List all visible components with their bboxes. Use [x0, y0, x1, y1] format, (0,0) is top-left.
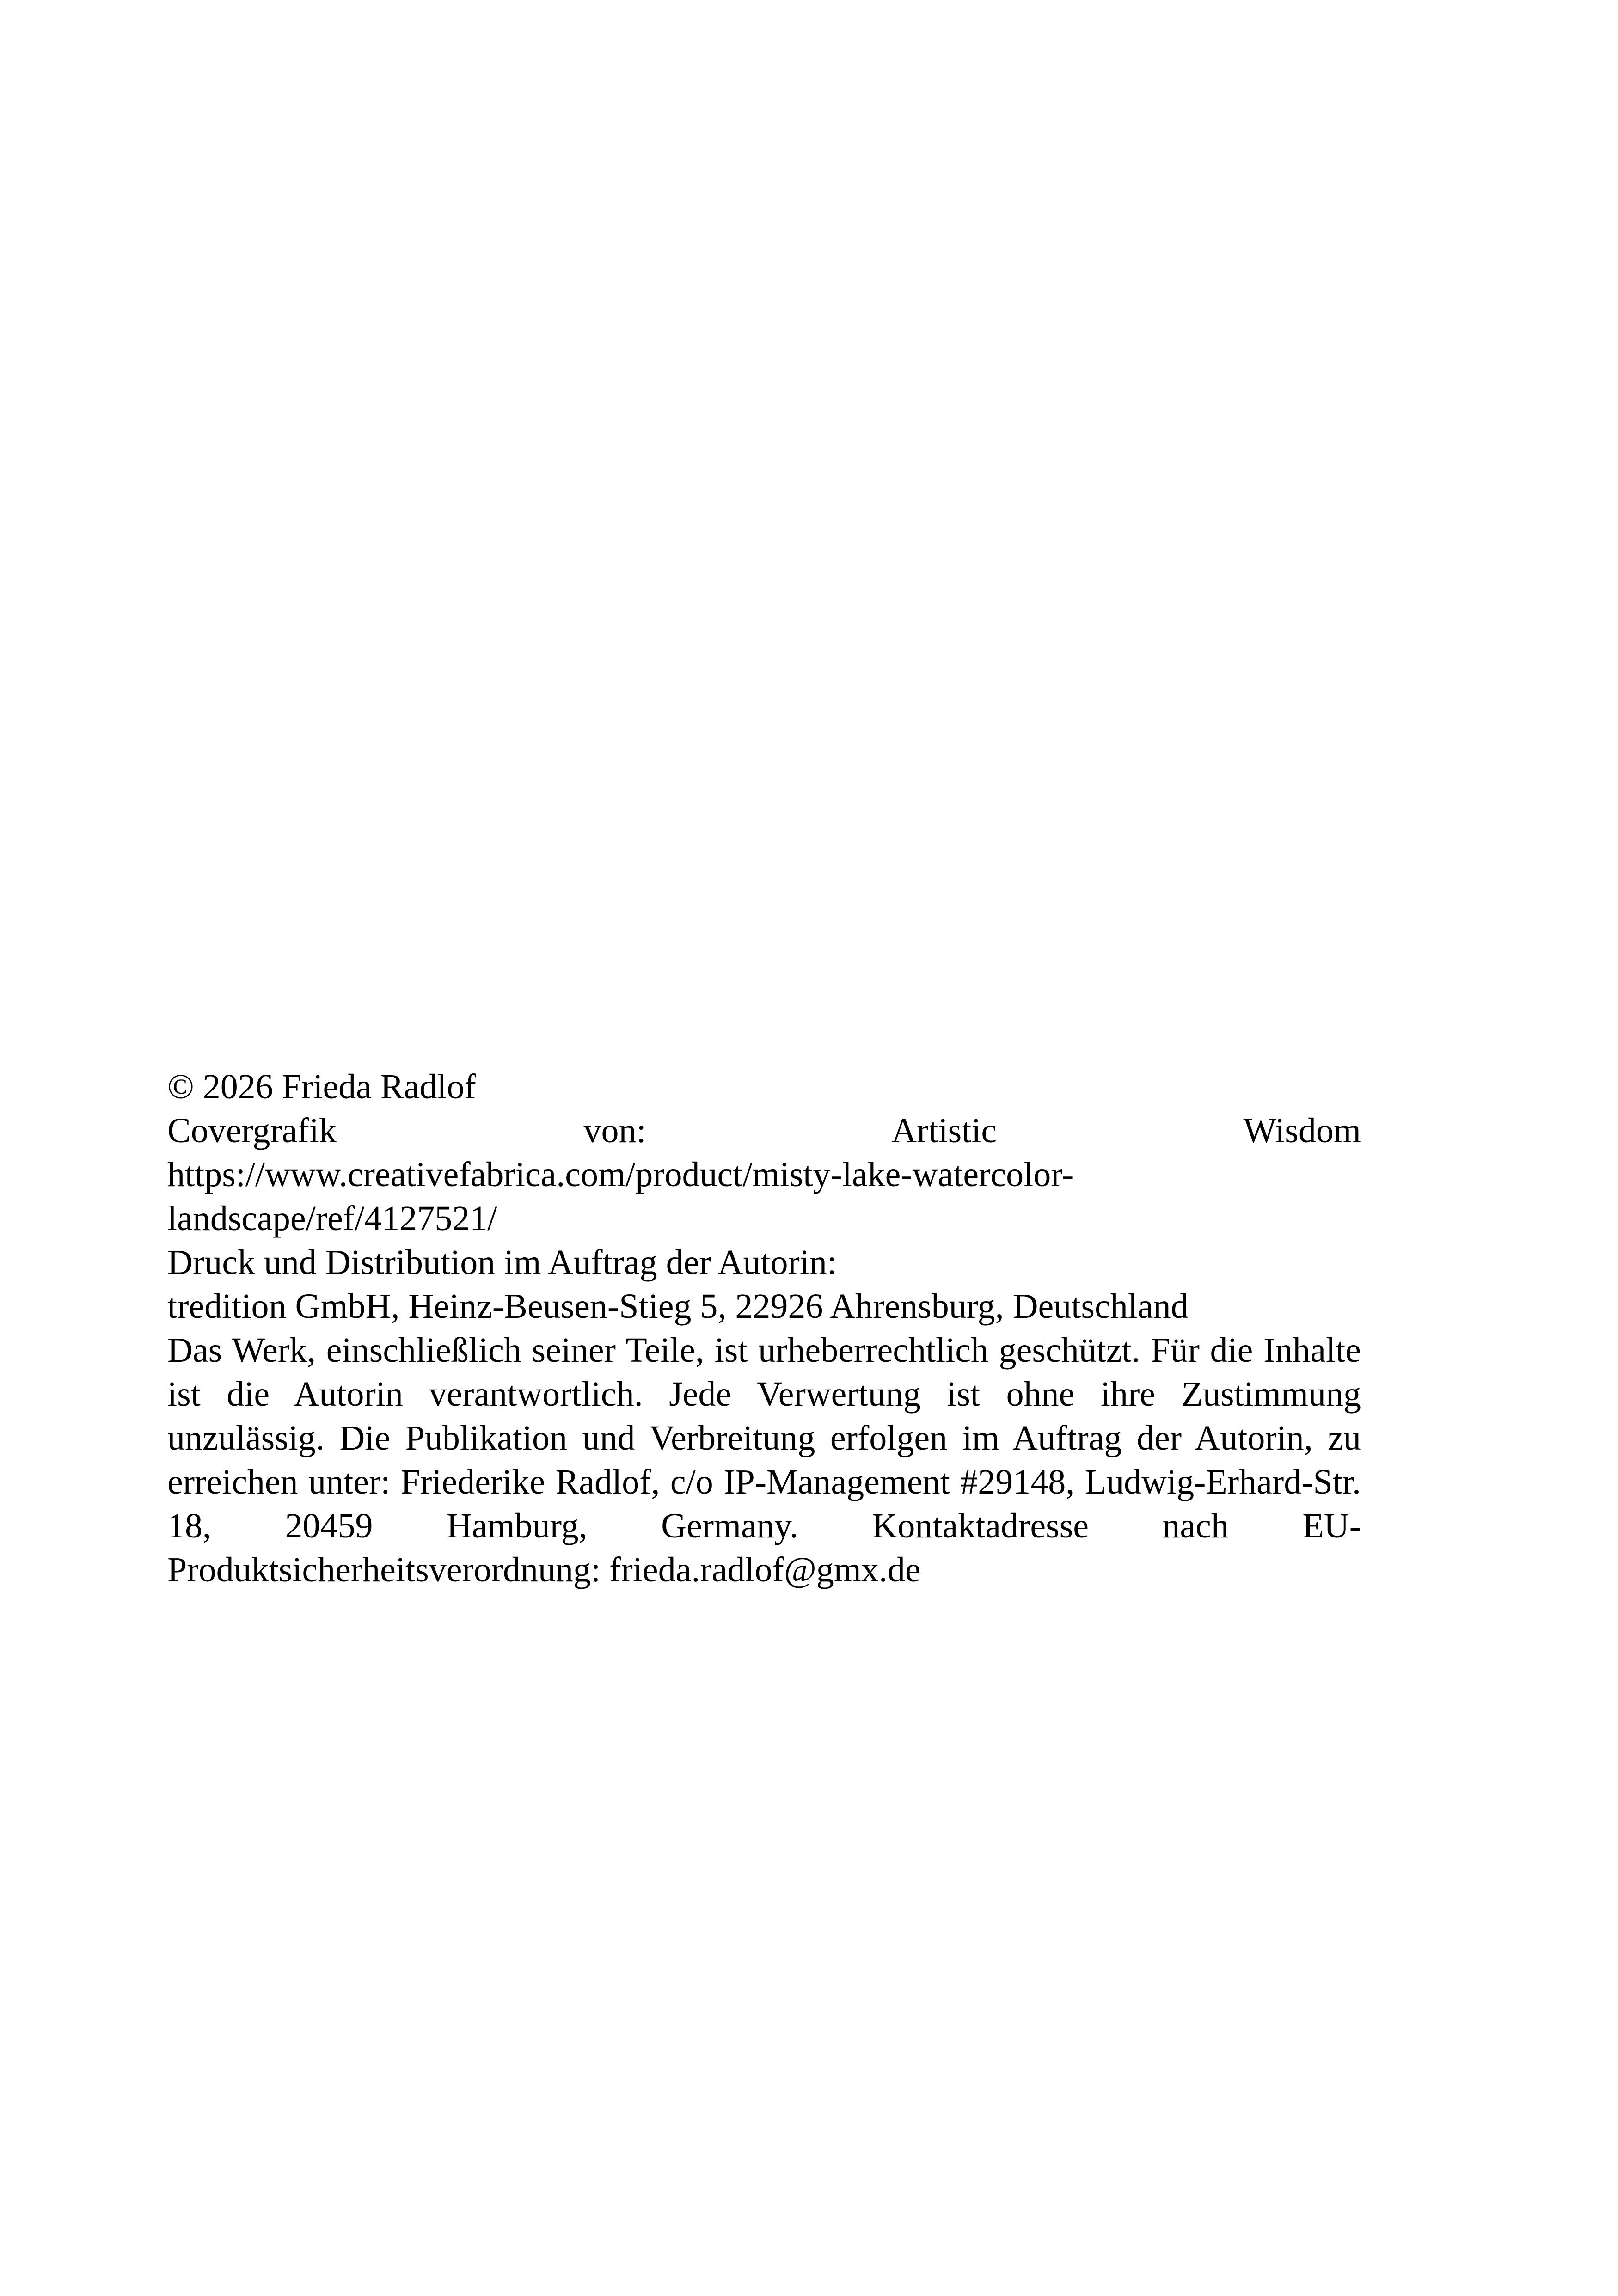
publisher-address: tredition GmbH, Heinz-Beusen-Stieg 5, 22926 Ahrensburg, Deutschland: [167, 1287, 1189, 1326]
cover-credit-line: Covergrafik von: Artistic Wisdom: [167, 1111, 1361, 1150]
copyright-line: © 2026 Frieda Radlof: [167, 1067, 476, 1106]
cover-url-line-1: https://www.creativefabrica.com/product/misty-lake-watercolor-: [167, 1155, 1074, 1194]
legal-notice-paragraph: Das Werk, einschließlich seiner Teile, ist urheberrechtlich geschützt. Für die Inhalte ist die Autorin verantwortlich. Jede Verwertung ist ohne ihre Zustimmung unzulässig. Die Publikation und Verbreitung erfolgen im Auftrag der Autorin, zu erreichen unter: Friederike Radlof, c/o IP-Management #29148, Ludwig-Erhard-Str. 18, 20459 Hamburg, Germany. Kontaktadresse nach EU-Produktsicherheitsverordnung: frieda.radlof@gmx.de: [167, 1331, 1361, 1589]
imprint-block: [167, 1065, 1361, 1592]
cover-url-line-2: landscape/ref/4127521/: [167, 1199, 497, 1238]
print-distribution-heading: Druck und Distribution im Auftrag der Autorin:: [167, 1243, 837, 1282]
